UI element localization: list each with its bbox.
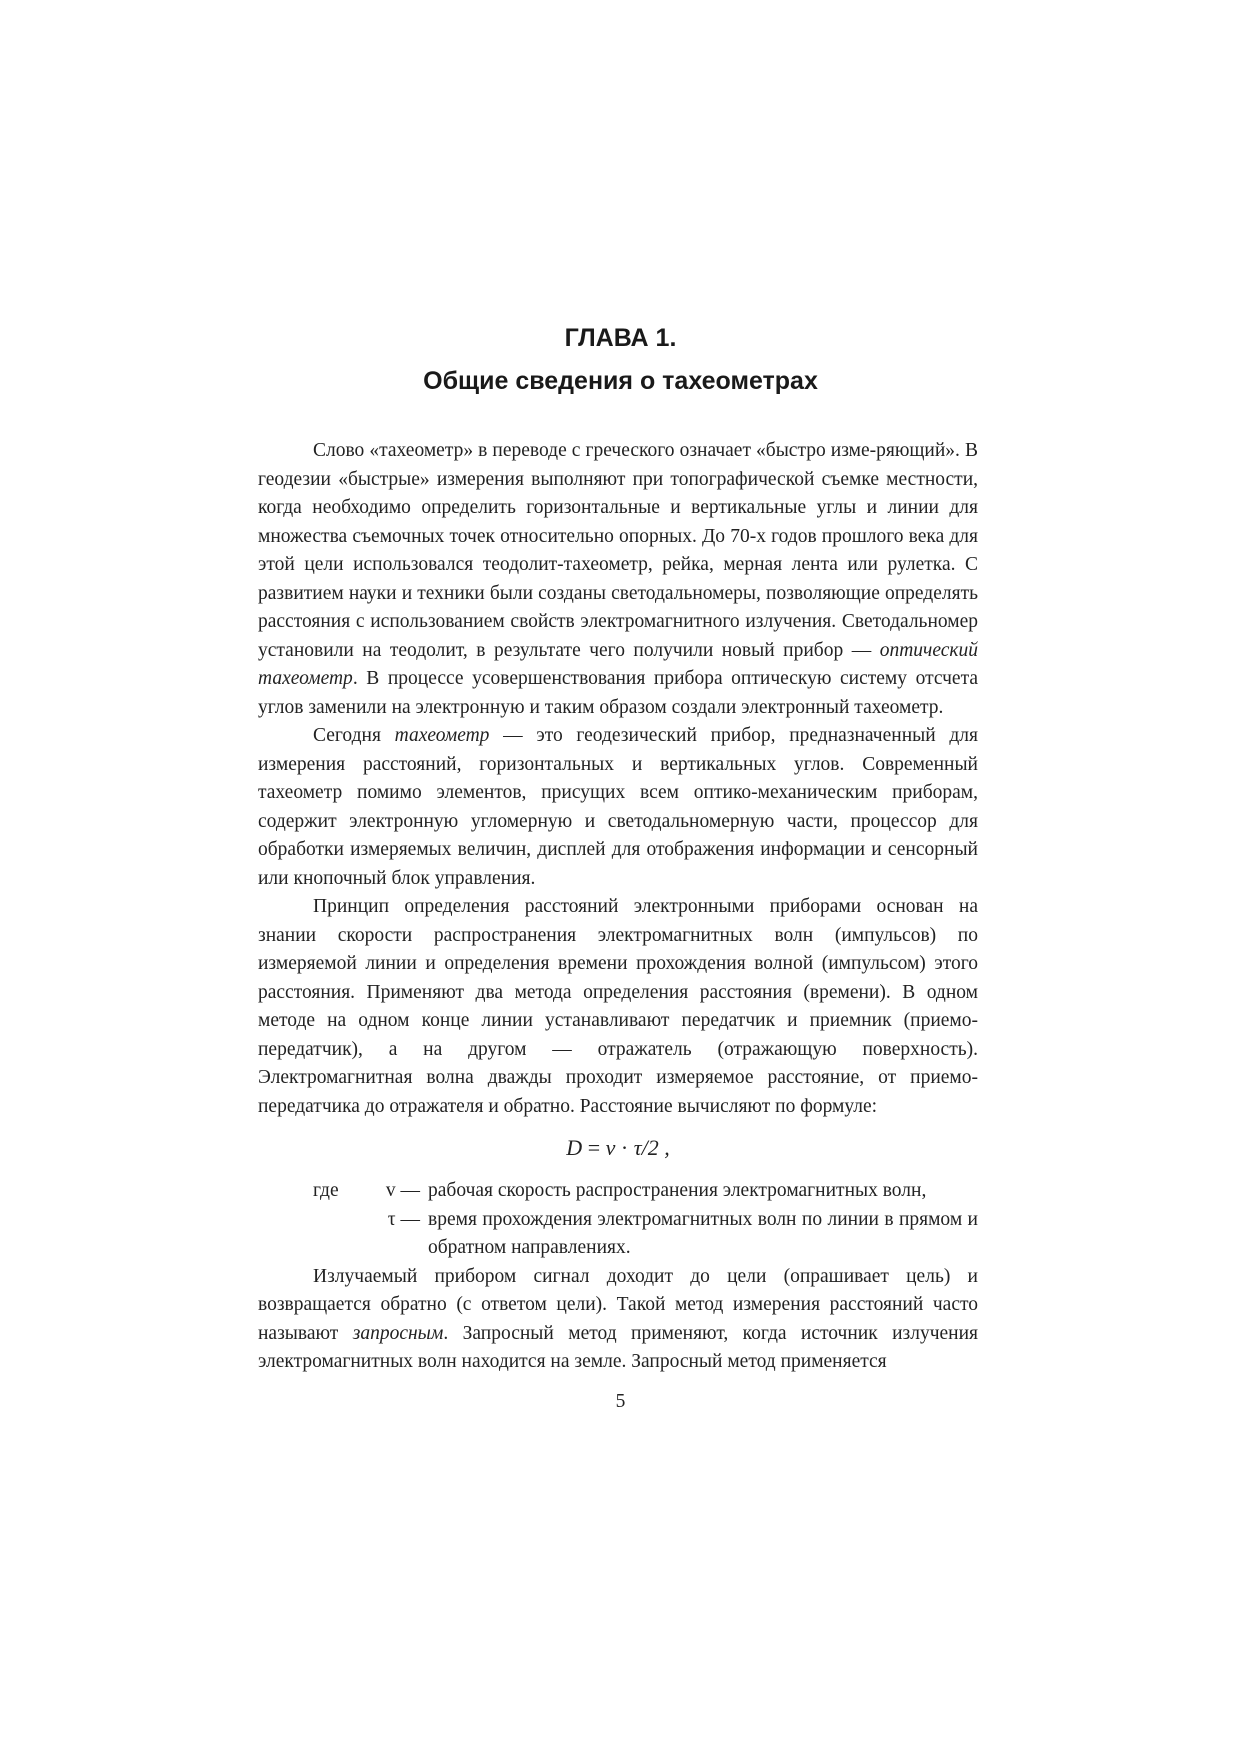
formula-velocity: v [605, 1135, 616, 1160]
paragraph-1-text-b: . В процессе усовершенствования прибора оптическую систему отсчета углов заменили на электронную и таким образом создали электронный тахеометр. [258, 668, 978, 718]
definition-symbol: v — [385, 1180, 420, 1201]
formula-lhs: D [566, 1135, 583, 1160]
chapter-title: Общие сведения о тахеометрах [423, 367, 818, 395]
formula-rest: τ/2 , [633, 1135, 670, 1160]
paragraph-2-text-a: Сегодня [313, 725, 395, 746]
definition-text: время прохождения электромагнитных волн по линии в прямом и обратном направлениях. [428, 1208, 978, 1258]
formula-definitions [258, 1177, 978, 1263]
paragraph-3 [258, 893, 978, 1121]
definition-symbol: τ — [387, 1208, 420, 1230]
paragraph-2 [258, 722, 978, 893]
definition-text: рабочая скорость распространения электромагнитных волн, [428, 1180, 927, 1201]
body-text [258, 437, 978, 1377]
paragraph-2-emphasis: тахеометр [394, 725, 490, 746]
definition-row [258, 1177, 978, 1206]
paragraph-1 [258, 437, 978, 722]
paragraph-2-text-b: — это геодезический прибор, предназначенный для измерения расстояний, горизонтальных и вертикальных углов. Современный тахеометр помимо элементов, присущих всем оптико-механическим приборам, содержит электронную угломерную и светодальномерную части, процессор для обработки измеряемых величин, дисплей для отображения информации и сенсорный или кнопочный блок управления. [258, 725, 978, 889]
paragraph-4-emphasis: запросным [352, 1322, 444, 1344]
paragraph-3-text: Принцип определения расстояний электронными приборами основан на знании скорости распространения электромагнитных волн (импульсов) по измеряемой линии и определения времени прохождения волной (импульсом) этого расстояния. Применяют два метода определения расстояния (времени). В одном методе на одном конце линии устанавливают передатчик и приемник (приемо-передатчик), а на другом — отражатель (отражающую поверхность). Электромагнитная волна дважды проходит измеряемое расстояние, от приемо-передатчика до отражателя и обратно. Расстояние вычисляют по формуле: [258, 896, 978, 1117]
paragraph-4-text-b: . Запросный метод применяют, когда источник излучения электромагнитных волн находится на земле. Запросный метод применяется [258, 1322, 979, 1372]
distance-formula: D = v · τ/2 , [566, 1135, 670, 1160]
definition-where-label: где [313, 1180, 339, 1201]
paragraph-1-emphasis: оптический тахеометр [258, 639, 978, 689]
paragraph-1-text-a: Слово «тахеометр» в переводе с греческого означает «быстро изме-ряющий». В геодезии «быстрые» измерения выполняют при топографической съемке местности, когда необходимо определить горизонтальные и вертикальные углы и линии для множества съемочных точек относительно опорных. До 70-х годов прошлого века для этой цели использовался теодолит-тахеометр, рейка, мерная лента или рулетка. С развитием науки и техники были созданы светодальномеры, позволяющие определять расстояния с использованием свойств электромагнитного излучения. Светодальномер установили на теодолит, в результате чего получили новый прибор — [258, 440, 978, 661]
paragraph-4-text-a: Излучаемый прибором сигнал доходит до цели (опрашивает цель) и возвращается обратно (с ответом цели). Такой метод измерения расстояний часто называют [258, 1265, 978, 1344]
page-number: 5 [615, 1391, 626, 1412]
definition-row [258, 1206, 978, 1263]
paragraph-4 [258, 1263, 978, 1377]
chapter-label: ГЛАВА 1. [564, 324, 677, 352]
